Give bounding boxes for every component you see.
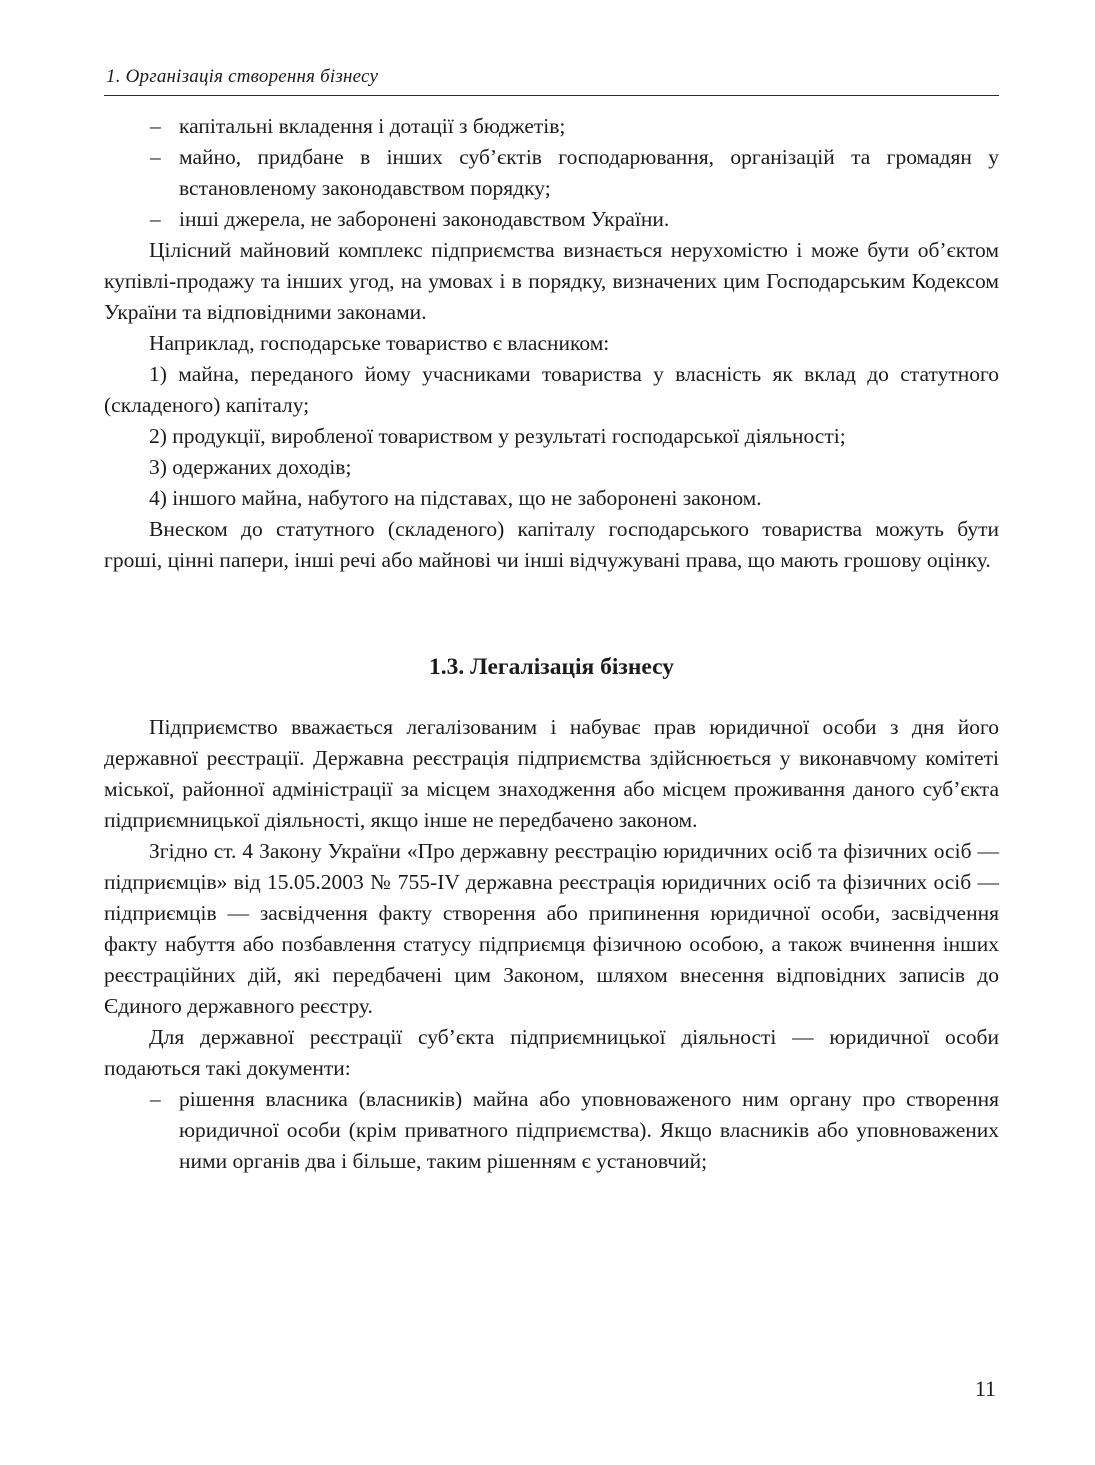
list-item-text: інші джерела, не заборонені законодавством України. xyxy=(179,207,670,231)
bullet-dash-marker: – xyxy=(150,207,161,231)
list-item xyxy=(104,111,999,142)
numbered-item: 3) одержаних доходів; xyxy=(149,455,352,479)
numbered-item: 2) продукції, виробленої товариством у результаті господарської діяльності; xyxy=(149,424,846,448)
bullet-list-top xyxy=(104,111,999,235)
bullet-dash-marker: – xyxy=(150,1087,161,1111)
page-body xyxy=(104,111,999,1177)
paragraph: Згідно ст. 4 Закону України «Про державну реєстрацію юридичних осіб та фізичних осіб — підприємців» від 15.05.2003 № 755-IV державна реєстрація юридичних осіб та фізичних осіб — підприємців — засвідчення факту створення або припинення юридичної особи, засвідчення факту набуття або позбавлення статусу підприємця фізичною особою, а також вчинення інших реєстраційних дій, які передбачені цим Законом, шляхом внесення відповідних записів до Єдиного державного реєстру. xyxy=(104,839,999,1018)
section-heading: 1.3. Легалізація бізнесу xyxy=(429,654,674,680)
list-item xyxy=(104,1084,999,1177)
page-number: 11 xyxy=(974,1376,996,1401)
bullet-dash-marker: – xyxy=(150,114,161,138)
paragraph: Для державної реєстрації суб’єкта підприємницької діяльності — юридичної особи подаються такі документи: xyxy=(104,1025,999,1080)
list-item-text: майно, придбане в інших суб’єктів господарювання, організацій та громадян у встановленому законодавством порядку; xyxy=(179,145,999,200)
paragraph: Підприємство вважається легалізованим і набуває прав юридичної особи з дня його державної реєстрації. Державна реєстрація підприємства здійснюється у виконавчому комітеті міської, районної адміністрації за місцем знаходження або місцем проживання даного суб’єкта підприємницької діяльності, якщо інше не передбачено законом. xyxy=(104,715,999,832)
list-item-text: рішення власника (власників) майна або уповноваженого ним органу про створення юридичної особи (крім приватного підприємства). Якщо власників або уповноважених ними органів два і більше, таким рішенням є установчий; xyxy=(179,1087,999,1173)
paragraph: Внеском до статутного (складеного) капіталу господарського товариства можуть бути гроші, цінні папери, інші речі або майнові чи інші відчужувані права, що мають грошову оцінку. xyxy=(104,517,999,572)
list-item xyxy=(104,142,999,204)
numbered-item: 4) іншого майна, набутого на підставах, що не заборонені законом. xyxy=(149,486,762,510)
numbered-item: 1) майна, переданого йому учасниками товариства у власність як вклад до статутного (складеного) капіталу; xyxy=(104,362,999,417)
bullet-list-bottom xyxy=(104,1084,999,1177)
list-item-text: капітальні вкладення і дотації з бюджетів; xyxy=(179,114,566,138)
list-item xyxy=(104,204,999,235)
header-divider xyxy=(104,95,999,96)
running-header: 1. Організація створення бізнесу xyxy=(106,66,379,87)
bullet-dash-marker: – xyxy=(150,145,161,169)
paragraph: Цілісний майновий комплекс підприємства визнається нерухомістю і може бути об’єктом купівлі-продажу та інших угод, на умовах і в порядку, визначених цим Господарським Кодексом України та відповідними законами. xyxy=(104,238,999,324)
paragraph: Наприклад, господарське товариство є власником: xyxy=(149,331,610,355)
